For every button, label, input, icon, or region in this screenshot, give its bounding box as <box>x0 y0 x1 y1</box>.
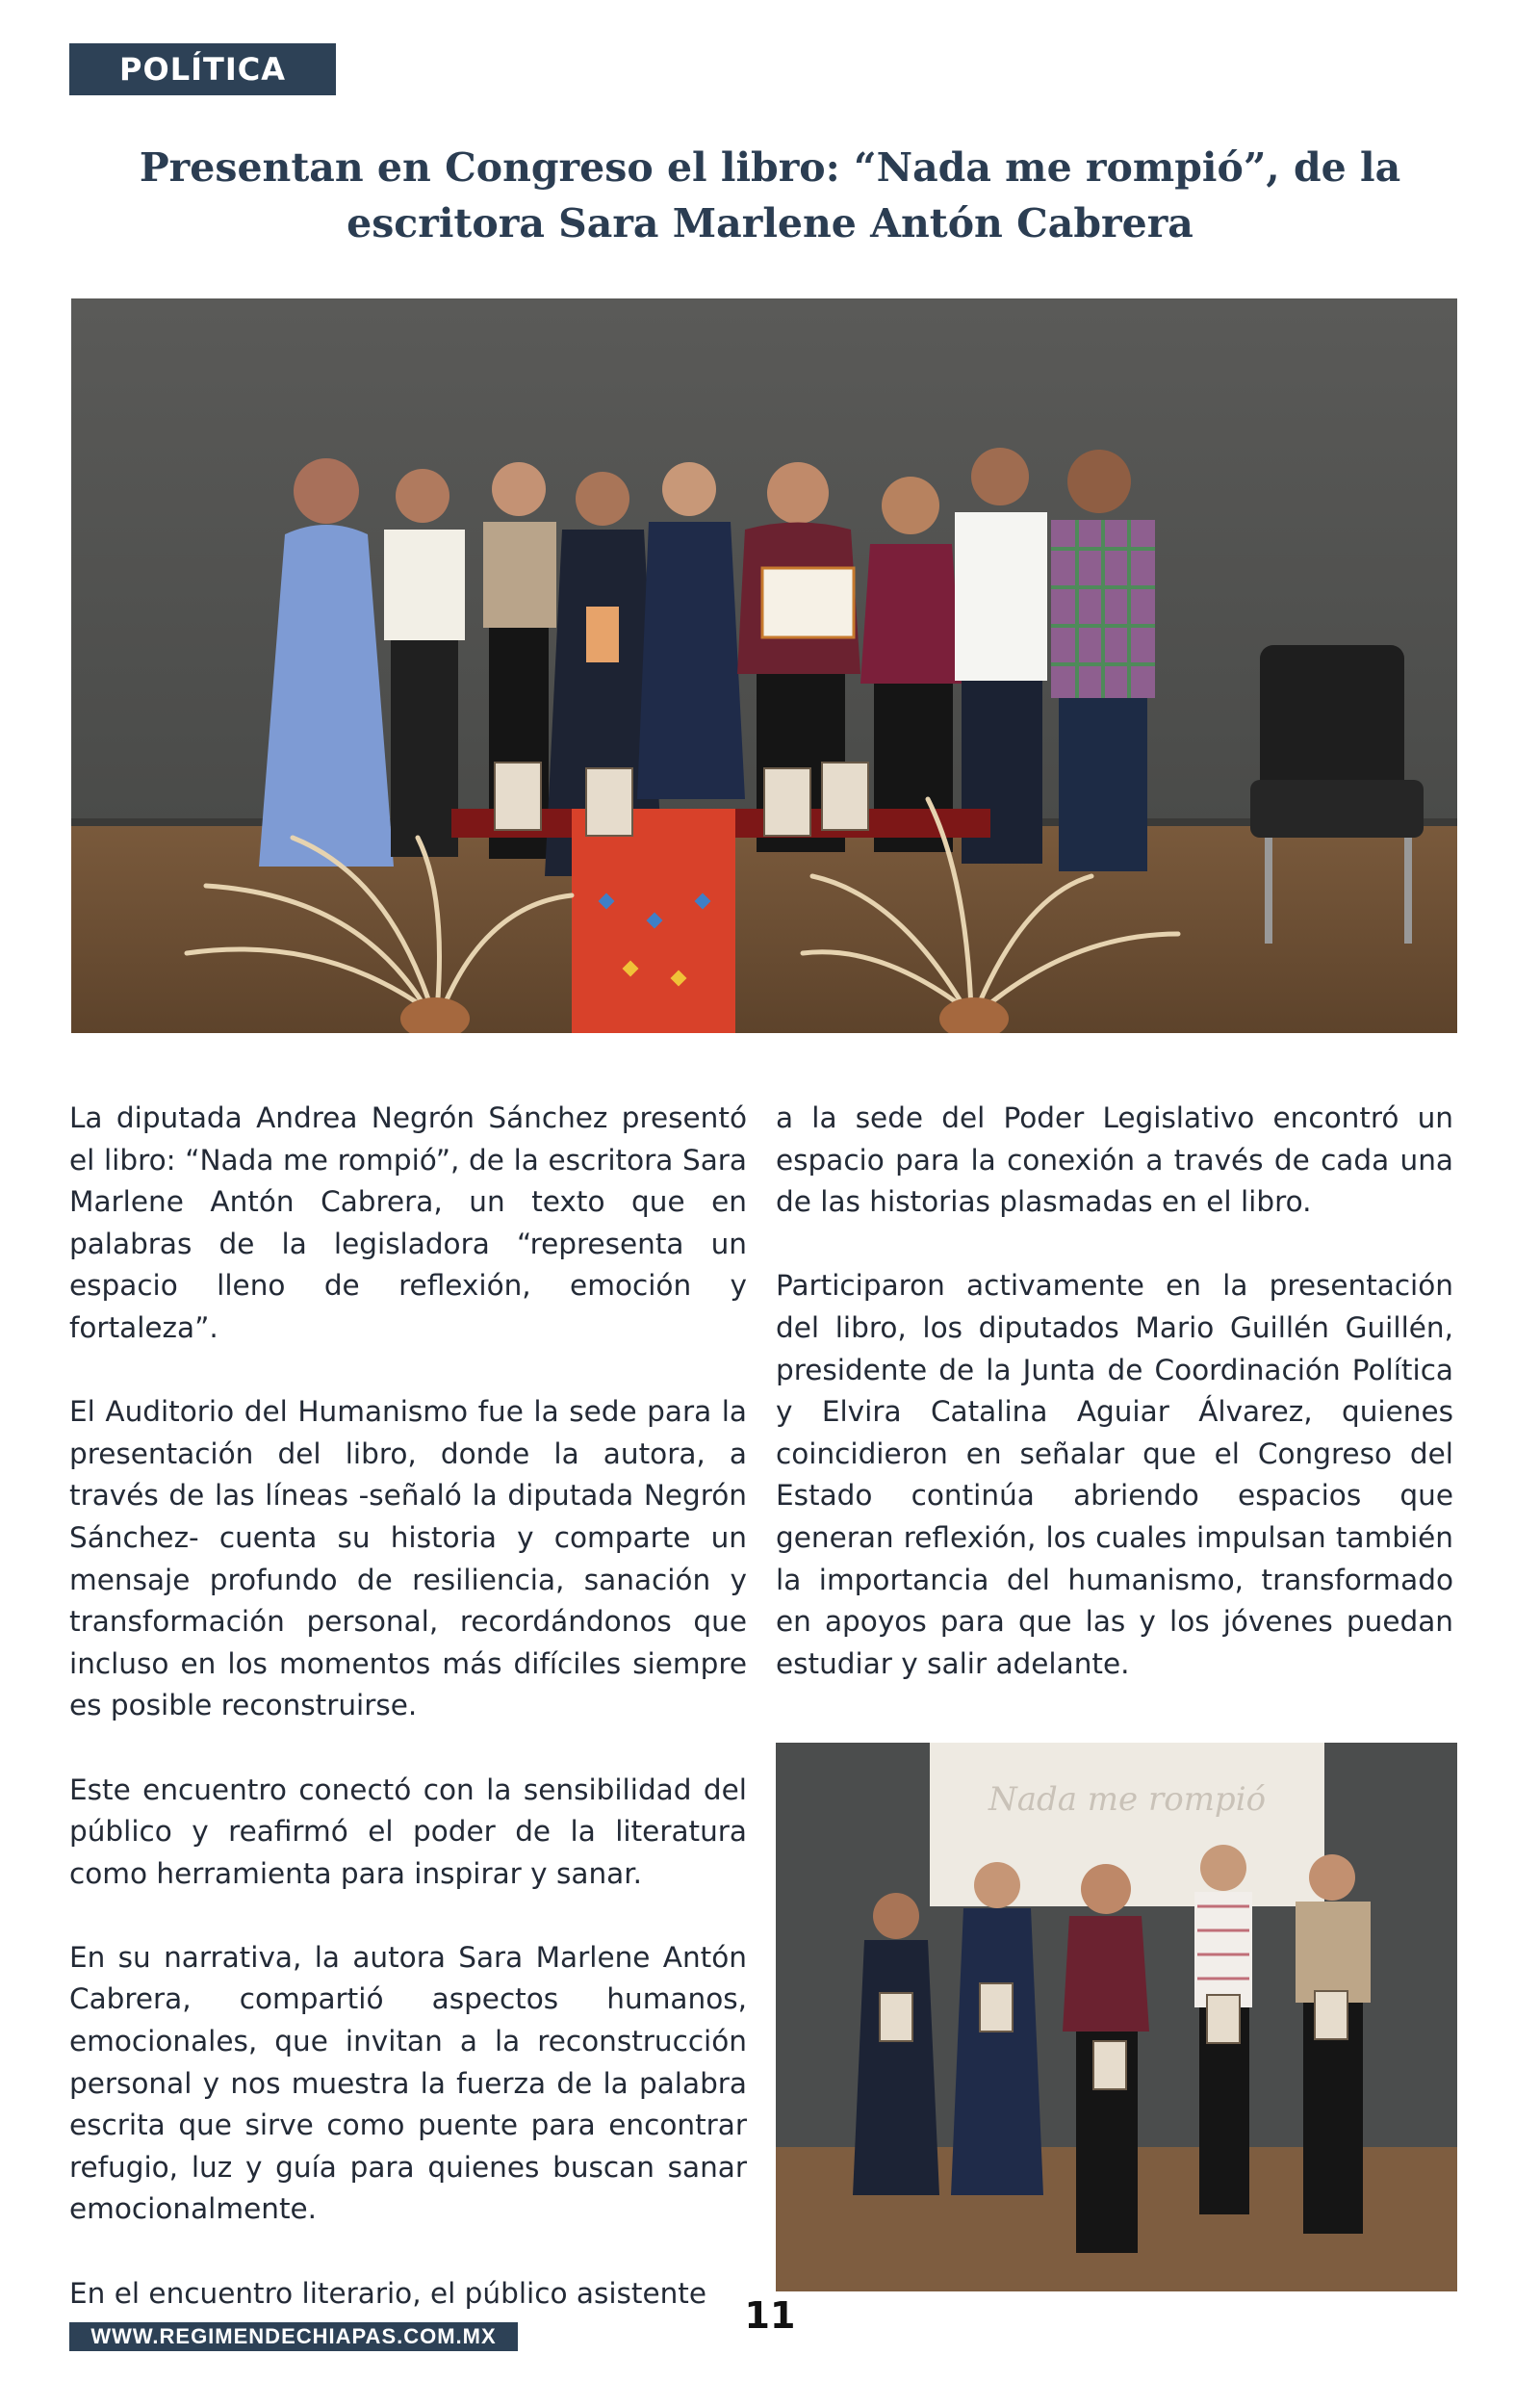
paragraph: En el encuentro literario, el público asistente <box>69 2276 707 2310</box>
main-photo <box>71 298 1457 1033</box>
paragraph: a la sede del Poder Legislativo encontró un espacio para la conexión a través de cada una de las historias plasmadas en el libro. <box>776 1101 1453 1219</box>
footer-website-link[interactable]: WWW.REGIMENDECHIAPAS.COM.MX <box>69 2322 518 2351</box>
article-column-left <box>69 1098 747 2315</box>
projection-text: Nada me rompió <box>988 1780 1267 1819</box>
page-number: 11 <box>744 2294 796 2337</box>
secondary-photo <box>776 1743 1457 2291</box>
main-photo-illustration <box>71 298 1457 1033</box>
paragraph: La diputada Andrea Negrón Sánchez presentó el libro: “Nada me rompió”, de la escritora Sara Marlene Antón Cabrera, un texto que en palabras de la legisladora “representa un espacio lleno de reflexión, emoción y fortaleza”. <box>69 1101 747 1344</box>
paragraph: En su narrativa, la autora Sara Marlene Antón Cabrera, compartió aspectos humanos, emocionales, que invitan a la reconstrucción personal y nos muestra la fuerza de la palabra escrita que sirve como puente para encontrar refugio, luz y guía para quienes buscan sanar emocionalmente. <box>69 1940 747 2226</box>
article-headline <box>116 140 1424 251</box>
paragraph: Este encuentro conectó con la sensibilidad del público y reafirmó el poder de la literatura como herramienta para inspirar y sanar. <box>69 1773 747 1890</box>
secondary-photo-illustration <box>776 1743 1457 2291</box>
paragraph: Participaron activamente en la presentación del libro, los diputados Mario Guillén Guillén, presidente de la Junta de Coordinación Política y Elvira Catalina Aguiar Álvarez, quienes coincidieron en señalar que el Congreso del Estado continúa abriendo espacios que generan reflexión, los cuales impulsan también la importancia del humanismo, transformado en apoyos para que las y los jóvenes puedan estudiar y salir adelante. <box>776 1269 1453 1680</box>
paragraph: El Auditorio del Humanismo fue la sede para la presentación del libro, donde la autora, a través de las líneas -señaló la diputada Negrón Sánchez- cuenta su historia y comparte un mensaje profundo de resiliencia, sanación y transformación personal, recordándonos que incluso en los momentos más difíciles siempre es posible reconstruirse. <box>69 1395 747 1722</box>
section-tag: POLÍTICA <box>69 43 336 95</box>
headline-line-1: Presentan en Congreso el libro: “Nada me rompió”, de la <box>139 144 1401 191</box>
article-column-right <box>776 1098 1453 1727</box>
headline-line-2: escritora Sara Marlene Antón Cabrera <box>346 200 1194 246</box>
